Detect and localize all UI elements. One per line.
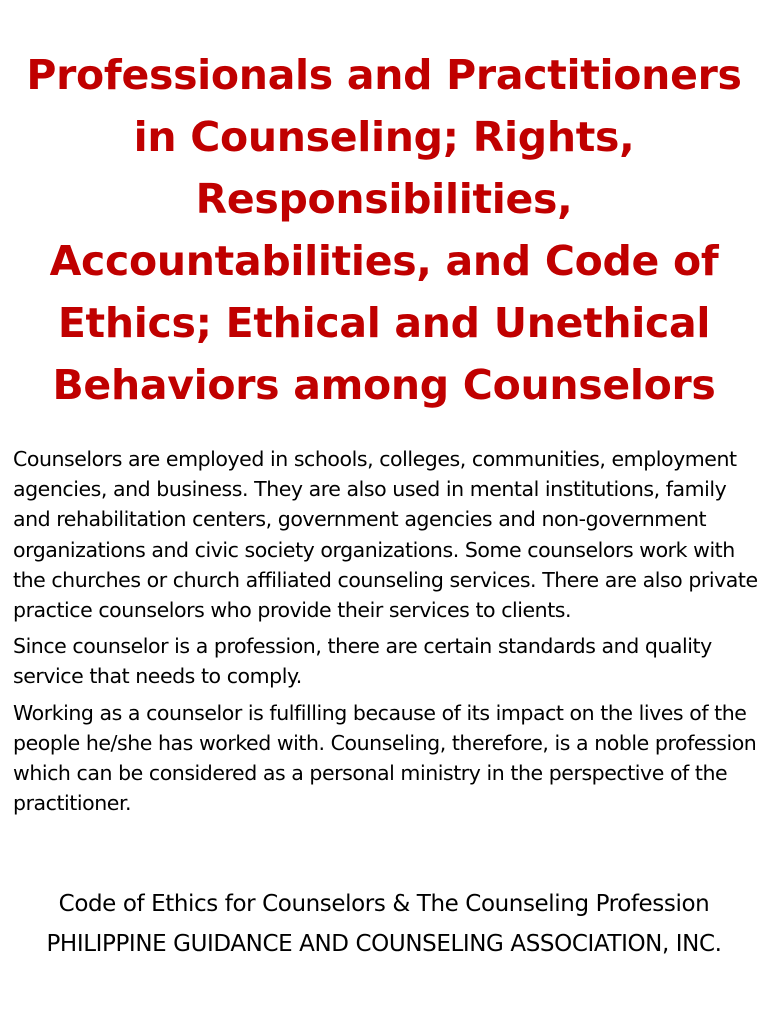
code-of-ethics-title: Code of Ethics for Counselors & The Counseling Profession	[58, 891, 710, 917]
body-paragraph-standards: Since counselor is a profession, there are certain standards and quality service that needs to comply.	[13, 634, 712, 689]
slide-body	[13, 444, 758, 824]
slide-footer	[10, 886, 758, 960]
slide-title: Professionals and Practitioners in Counseling; Rights, Responsibilities, Accountabilities, and Code of Ethics; Ethical and Unethical Behaviors among Counselors	[26, 51, 742, 409]
organization-name: PHILIPPINE GUIDANCE AND COUNSELING ASSOCIATION, INC.	[46, 931, 722, 957]
body-paragraph-employment: Counselors are employed in schools, colleges, communities, employment agencies, and business. They are also used in mental institutions, family and rehabilitation centers, government agencies and non-government organizations and civic society organizations. Some counselors work with the churches or church affiliated counseling services. There are also private practice counselors who provide their services to clients.	[13, 447, 758, 623]
body-paragraph-fulfilling: Working as a counselor is fulfilling because of its impact on the lives of the people he/she has worked with. Counseling, therefore, is a noble profession which can be considered as a personal ministry in the perspective of the practitioner.	[13, 700, 757, 816]
